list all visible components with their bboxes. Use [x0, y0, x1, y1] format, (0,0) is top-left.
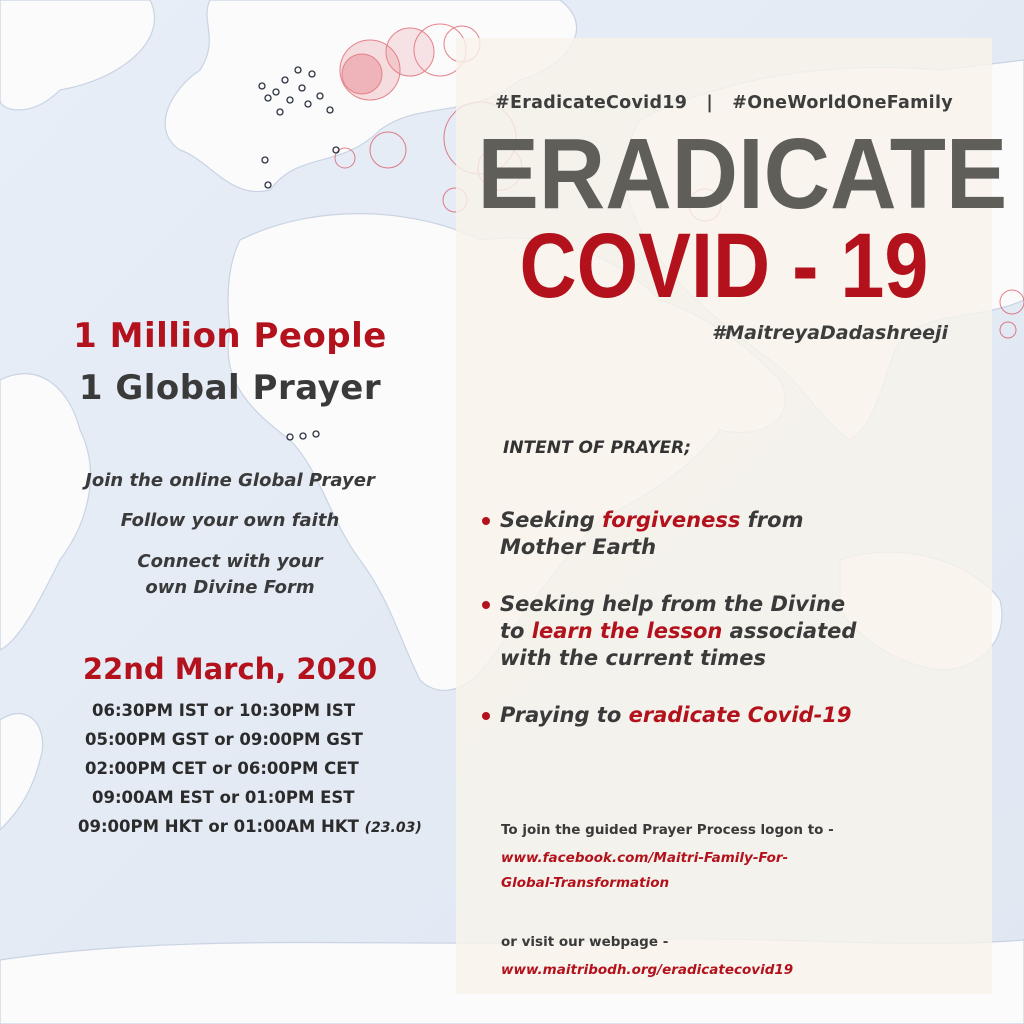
- intent-label: INTENT OF PRAYER;: [503, 438, 692, 458]
- time-row-cet: 02:00PM CET or 06:00PM CET: [85, 759, 359, 778]
- bullet-text: Seeking help from the Divine: [500, 592, 846, 616]
- bullet-dot: [482, 601, 490, 609]
- title-covid-19: COVID - 19: [519, 215, 929, 317]
- time-row-hkt-text: 09:00PM HKT or 01:00AM HKT: [78, 817, 359, 836]
- bullet-emphasis: eradicate Covid-19: [628, 703, 852, 727]
- time-row-est: 09:00AM EST or 01:0PM EST: [92, 788, 355, 807]
- invite-line-1: Join the online Global Prayer: [85, 470, 375, 491]
- invite-line-2: Follow your own faith: [120, 510, 340, 531]
- top-hashtags: #EradicateCovid19 | #OneWorldOneFamily: [494, 93, 953, 113]
- bullet-emphasis: forgiveness: [602, 508, 741, 532]
- time-row-gst: 05:00PM GST or 09:00PM GST: [85, 730, 363, 749]
- bullet-text: Seeking: [500, 508, 603, 532]
- time-row-hkt-note: (23.03): [364, 820, 422, 836]
- bullet-text: Praying to: [500, 703, 629, 727]
- maitreya-hashtag: #MaitreyaDadashreeji: [711, 322, 948, 344]
- intent-bullet-divine-help: [482, 591, 952, 672]
- facebook-link-line-2[interactable]: Global-Transformation: [501, 875, 670, 891]
- bullet-dot: [482, 712, 490, 720]
- time-row-ist: 06:30PM IST or 10:30PM IST: [92, 701, 356, 720]
- event-date: 22nd March, 2020: [82, 652, 378, 686]
- intent-bullet-eradicate: [482, 702, 952, 729]
- bullet-text: with the current times: [500, 646, 766, 670]
- facebook-link-line-1[interactable]: www.facebook.com/Maitri-Family-For-: [501, 850, 789, 866]
- title-eradicate: ERADICATE: [477, 118, 1008, 230]
- intent-bullet-forgiveness: [482, 507, 952, 561]
- headline-million-people: 1 Million People: [73, 316, 387, 356]
- bullet-dot: [482, 517, 490, 525]
- bullet-text: from: [740, 508, 804, 532]
- visit-instruction: or visit our webpage -: [501, 934, 669, 950]
- time-list: [30, 696, 450, 841]
- bullet-text: Mother Earth: [500, 535, 657, 559]
- time-row-hkt: [30, 812, 450, 841]
- headline-global-prayer: 1 Global Prayer: [78, 368, 382, 408]
- website-link[interactable]: www.maitribodh.org/eradicatecovid19: [501, 962, 794, 978]
- bullet-text: associated: [722, 619, 857, 643]
- invite-line-4: own Divine Form: [145, 577, 315, 598]
- join-instruction: To join the guided Prayer Process logon to -: [501, 822, 834, 838]
- facebook-link[interactable]: [501, 850, 788, 900]
- invite-line-3: Connect with your: [137, 551, 323, 572]
- bullet-text: to: [500, 619, 532, 643]
- bullet-emphasis: learn the lesson: [531, 619, 723, 643]
